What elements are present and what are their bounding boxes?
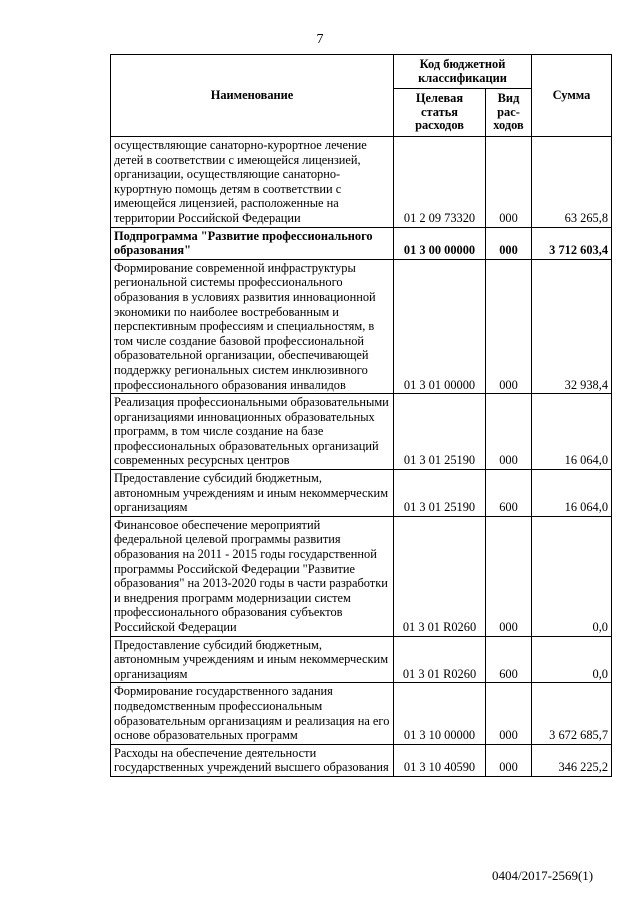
row-expense-type: 000 (486, 516, 532, 636)
row-name: Формирование современной инфраструктуры региональной системы профессионального образования в условиях развития инновационной экономики по наиболее востребованным и перспективным профессиям и специальностям, в том числе создание базовой профессиональной образовательной организации, обеспечивающей поддержку региональных систем инклюзивного профессионального образования инвалидов (111, 259, 394, 393)
document-code: 0404/2017-2569(1) (492, 868, 594, 883)
row-expense-type: 000 (486, 744, 532, 776)
row-expense-type: 000 (486, 227, 532, 259)
header-target: Целевая статья расходов (394, 89, 486, 137)
row-name: Финансовое обеспечение мероприятий федеральной целевой программы развития образования на 2011 - 2015 годы государственной программы Российской Федерации "Развитие образования" на 2013-2020 годы в части разработки и внедрения программ модернизации систем профессионального образования субъектов Российской Федерации (111, 516, 394, 636)
row-target-code: 01 3 01 25190 (394, 394, 486, 470)
row-amount: 346 225,2 (532, 744, 612, 776)
row-target-code: 01 3 10 00000 (394, 683, 486, 744)
row-amount: 0,0 (532, 636, 612, 683)
header-classification: Код бюджетной классификации (394, 55, 532, 89)
table-row (111, 137, 612, 228)
row-amount: 63 265,8 (532, 137, 612, 228)
row-amount: 16 064,0 (532, 394, 612, 470)
row-expense-type: 000 (486, 394, 532, 470)
table-row (111, 516, 612, 636)
row-name: Реализация профессиональными образовательными организациями инновационных образовательных программ, в том числе создание на базе профессиональных образовательных организаций современных ресурсных центров (111, 394, 394, 470)
table-row (111, 744, 612, 776)
table-row (111, 683, 612, 744)
row-name: осуществляющие санаторно-курортное лечение детей в соответствии с имеющейся лицензией, организации, осуществляющие санаторно-курортную помощь детям в соответствии с имеющейся лицензией, расположенные на территории Российской Федерации (111, 137, 394, 228)
table-row (111, 227, 612, 259)
row-expense-type: 000 (486, 137, 532, 228)
row-name: Предоставление субсидий бюджетным, автономным учреждениям и иным некоммерческим организациям (111, 470, 394, 517)
row-target-code: 01 3 01 25190 (394, 470, 486, 517)
budget-table (110, 54, 612, 777)
row-amount: 3 672 685,7 (532, 683, 612, 744)
row-name: Предоставление субсидий бюджетным, автономным учреждениям и иным некоммерческим организациям (111, 636, 394, 683)
row-expense-type: 600 (486, 636, 532, 683)
row-amount: 16 064,0 (532, 470, 612, 517)
table-row (111, 636, 612, 683)
row-name: Расходы на обеспечение деятельности государственных учреждений высшего образования (111, 744, 394, 776)
row-expense-type: 000 (486, 259, 532, 393)
header-type: Вид рас-ходов (486, 89, 532, 137)
row-target-code: 01 2 09 73320 (394, 137, 486, 228)
row-expense-type: 000 (486, 683, 532, 744)
row-expense-type: 600 (486, 470, 532, 517)
row-amount: 3 712 603,4 (532, 227, 612, 259)
row-target-code: 01 3 01 R0260 (394, 516, 486, 636)
row-amount: 32 938,4 (532, 259, 612, 393)
table-row (111, 259, 612, 393)
table-row (111, 470, 612, 517)
table-body (111, 137, 612, 777)
row-amount: 0,0 (532, 516, 612, 636)
row-target-code: 01 3 01 R0260 (394, 636, 486, 683)
header-name: Наименование (111, 55, 394, 137)
row-target-code: 01 3 01 00000 (394, 259, 486, 393)
table-row (111, 394, 612, 470)
row-target-code: 01 3 10 40590 (394, 744, 486, 776)
row-target-code: 01 3 00 00000 (394, 227, 486, 259)
row-name: Подпрограмма "Развитие профессионального образования" (111, 227, 394, 259)
header-sum: Сумма (532, 55, 612, 137)
row-name: Формирование государственного задания подведомственным профессиональным образовательным организациям и реализация на его основе образовательных программ (111, 683, 394, 744)
page-number: 7 (316, 32, 324, 47)
